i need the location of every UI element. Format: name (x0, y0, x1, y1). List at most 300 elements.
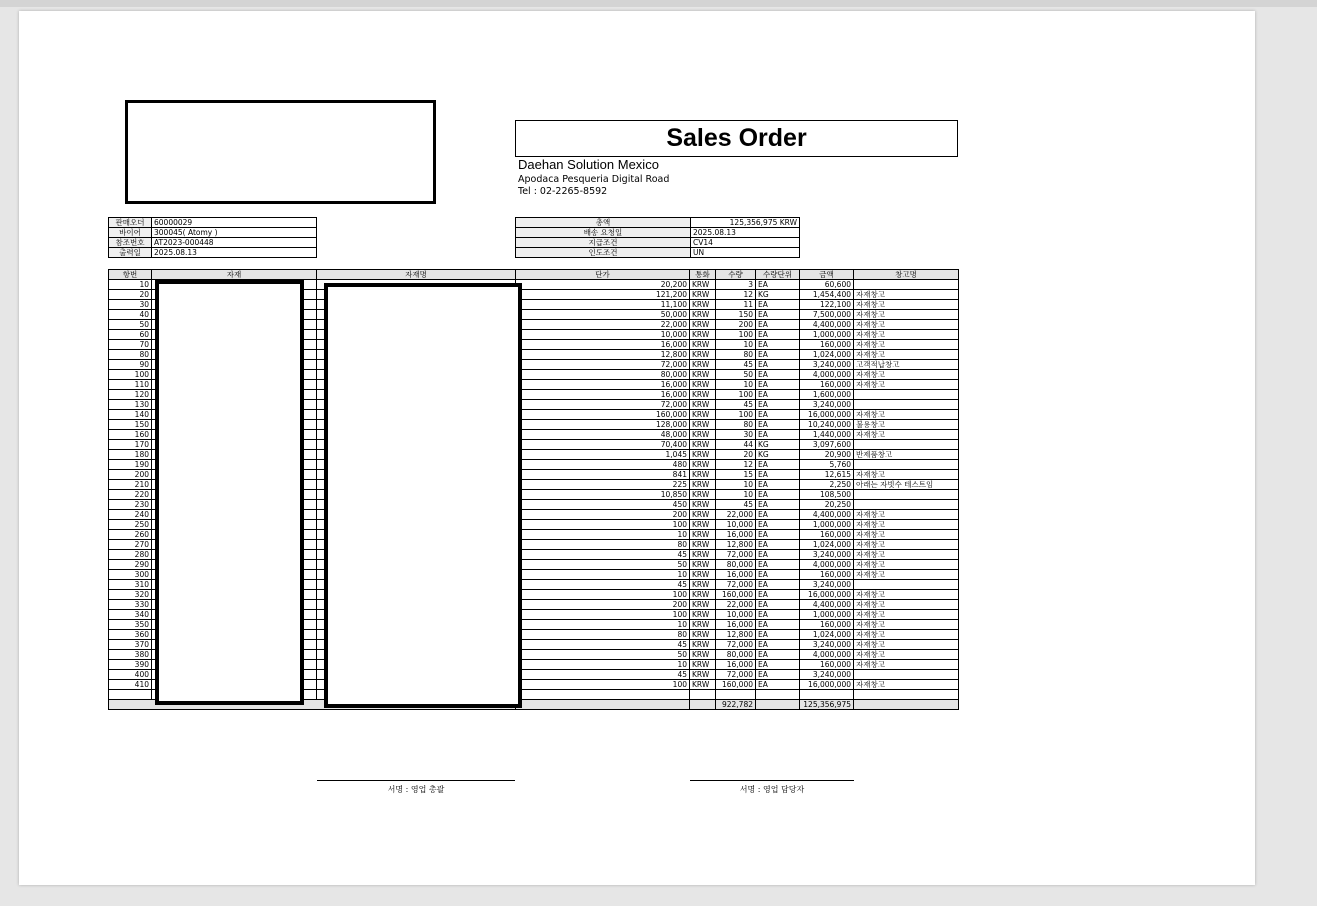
table-cell: 50 (516, 560, 690, 570)
info-row (516, 248, 800, 258)
table-cell: 160,000 (516, 410, 690, 420)
table-cell: 10 (716, 490, 756, 500)
table-cell: 350 (109, 620, 152, 630)
info-label: 판매오더 (109, 218, 152, 228)
table-cell: 160,000 (800, 380, 854, 390)
table-cell: 140 (109, 410, 152, 420)
table-cell: KRW (690, 420, 716, 430)
table-cell (800, 690, 854, 700)
table-cell: EA (756, 340, 800, 350)
table-cell: 40 (109, 310, 152, 320)
table-cell: 20,250 (800, 500, 854, 510)
col-header: 수량단위 (756, 270, 800, 280)
info-value: AT2023-000448 (152, 238, 317, 248)
table-cell: EA (756, 380, 800, 390)
table-cell: 70,400 (516, 440, 690, 450)
table-cell: 12,800 (716, 630, 756, 640)
table-cell: EA (756, 430, 800, 440)
table-cell: 80,000 (516, 370, 690, 380)
table-cell: 3,240,000 (800, 640, 854, 650)
table-cell: 200 (716, 320, 756, 330)
table-cell: EA (756, 410, 800, 420)
table-cell: 3,240,000 (800, 670, 854, 680)
table-cell: 100 (109, 370, 152, 380)
table-cell: KRW (690, 620, 716, 630)
table-cell: 22,000 (716, 510, 756, 520)
table-cell: 자재창고 (854, 510, 959, 520)
table-cell: KRW (690, 360, 716, 370)
col-header: 자재명 (317, 270, 516, 280)
table-cell: 16,000 (716, 620, 756, 630)
table-cell: 10 (716, 480, 756, 490)
table-cell: 자재창고 (854, 560, 959, 570)
table-cell: 330 (109, 600, 152, 610)
table-cell (516, 690, 690, 700)
table-cell (690, 690, 716, 700)
table-cell: 2,250 (800, 480, 854, 490)
table-cell: 100 (516, 520, 690, 530)
redaction-box-material-name (324, 283, 522, 708)
table-cell: 80 (516, 630, 690, 640)
table-cell: EA (756, 460, 800, 470)
table-cell: EA (756, 400, 800, 410)
table-cell: 160,000 (800, 340, 854, 350)
table-cell (854, 580, 959, 590)
table-cell: 48,000 (516, 430, 690, 440)
table-cell: 160 (109, 430, 152, 440)
table-cell: 자재창고 (854, 330, 959, 340)
table-cell: 자재창고 (854, 320, 959, 330)
table-cell: 1,000,000 (800, 610, 854, 620)
table-cell: 자재창고 (854, 380, 959, 390)
info-row (516, 228, 800, 238)
table-cell: KRW (690, 440, 716, 450)
table-cell: 1,024,000 (800, 540, 854, 550)
table-cell: EA (756, 360, 800, 370)
table-cell: 5,760 (800, 460, 854, 470)
table-cell: 15 (716, 470, 756, 480)
info-label: 출력일 (109, 248, 152, 258)
total-cell (516, 700, 690, 710)
table-cell: EA (756, 320, 800, 330)
table-cell: 16,000 (516, 380, 690, 390)
table-cell: 자재창고 (854, 290, 959, 300)
table-cell: 1,000,000 (800, 330, 854, 340)
signature-line (690, 780, 854, 781)
table-cell: 1,000,000 (800, 520, 854, 530)
table-cell: 160,000 (800, 570, 854, 580)
table-cell: KRW (690, 590, 716, 600)
col-header: 항번 (109, 270, 152, 280)
table-cell: EA (756, 610, 800, 620)
table-cell: 260 (109, 530, 152, 540)
table-cell: EA (756, 370, 800, 380)
table-cell (854, 690, 959, 700)
table-cell: KRW (690, 410, 716, 420)
redaction-box-material (155, 280, 304, 705)
table-cell: 45 (716, 360, 756, 370)
table-cell: 10,240,000 (800, 420, 854, 430)
table-cell: 3 (716, 280, 756, 290)
table-cell: 110 (109, 380, 152, 390)
total-quantity: 922,782 (716, 700, 756, 710)
table-cell: 190 (109, 460, 152, 470)
table-cell: 160,000 (800, 530, 854, 540)
table-cell: EA (756, 300, 800, 310)
table-cell: 200 (516, 600, 690, 610)
table-cell: 10 (516, 660, 690, 670)
signature-label-sales-head: 서명 : 영업 총괄 (387, 785, 445, 794)
col-header: 통화 (690, 270, 716, 280)
info-value: 300045( Atomy ) (152, 228, 317, 238)
table-cell: 290 (109, 560, 152, 570)
table-cell: KRW (690, 660, 716, 670)
info-value: 60000029 (152, 218, 317, 228)
table-cell: KRW (690, 680, 716, 690)
table-cell (854, 500, 959, 510)
table-cell: KRW (690, 650, 716, 660)
table-cell: 240 (109, 510, 152, 520)
table-cell: 자재창고 (854, 350, 959, 360)
table-cell: 12 (716, 290, 756, 300)
table-cell: 10,850 (516, 490, 690, 500)
table-cell: 반제품창고 (854, 450, 959, 460)
table-cell (854, 670, 959, 680)
table-cell: 100 (516, 610, 690, 620)
table-cell: EA (756, 500, 800, 510)
table-cell: 100 (716, 410, 756, 420)
table-cell: 150 (716, 310, 756, 320)
table-cell: 12,800 (516, 350, 690, 360)
table-cell: 320 (109, 590, 152, 600)
table-cell: 80 (516, 540, 690, 550)
table-cell: KRW (690, 570, 716, 580)
table-cell: 108,500 (800, 490, 854, 500)
table-cell: 100 (516, 590, 690, 600)
table-cell: EA (756, 390, 800, 400)
table-cell: 120 (109, 390, 152, 400)
table-cell: 72,000 (716, 580, 756, 590)
table-cell: KRW (690, 370, 716, 380)
col-header: 금액 (800, 270, 854, 280)
total-cell (854, 700, 959, 710)
total-cell (690, 700, 716, 710)
info-value: CV14 (691, 238, 800, 248)
info-label: 바이어 (109, 228, 152, 238)
table-cell: 480 (516, 460, 690, 470)
table-cell: 160,000 (800, 620, 854, 630)
table-cell: 45 (516, 640, 690, 650)
table-cell: 410 (109, 680, 152, 690)
table-cell: 100 (716, 390, 756, 400)
table-cell: 45 (516, 580, 690, 590)
table-cell: 128,000 (516, 420, 690, 430)
table-cell: 고객적납창고 (854, 360, 959, 370)
table-cell: 자재창고 (854, 630, 959, 640)
info-label: 지급조건 (516, 238, 691, 248)
table-cell: 80 (716, 350, 756, 360)
table-cell: 310 (109, 580, 152, 590)
table-cell: 45 (516, 550, 690, 560)
table-cell: 10 (516, 530, 690, 540)
title-box (515, 120, 958, 157)
table-cell: 10 (516, 620, 690, 630)
table-cell: 자재창고 (854, 530, 959, 540)
table-cell: 60,600 (800, 280, 854, 290)
table-cell: 72,000 (716, 670, 756, 680)
table-cell: 16,000 (716, 530, 756, 540)
table-cell: 80,000 (716, 560, 756, 570)
table-cell: 200 (516, 510, 690, 520)
table-cell: EA (756, 540, 800, 550)
table-cell: KRW (690, 490, 716, 500)
info-row (109, 238, 317, 248)
table-cell (716, 690, 756, 700)
table-cell: KRW (690, 460, 716, 470)
table-cell: 16,000 (716, 660, 756, 670)
table-cell: 1,440,000 (800, 430, 854, 440)
table-cell: 20 (716, 450, 756, 460)
table-cell: EA (756, 670, 800, 680)
table-cell (854, 460, 959, 470)
table-cell: 1,454,400 (800, 290, 854, 300)
table-cell: 1,045 (516, 450, 690, 460)
table-cell: 16,000 (516, 390, 690, 400)
table-cell: KRW (690, 450, 716, 460)
info-label: 참조번호 (109, 238, 152, 248)
table-cell: KRW (690, 550, 716, 560)
table-cell: KG (756, 440, 800, 450)
table-cell: 10,000 (516, 330, 690, 340)
col-header: 수량 (716, 270, 756, 280)
table-cell (854, 440, 959, 450)
table-cell: 1,024,000 (800, 630, 854, 640)
table-cell: KRW (690, 540, 716, 550)
table-cell: KRW (690, 600, 716, 610)
table-cell: 10 (716, 340, 756, 350)
table-cell: 20,200 (516, 280, 690, 290)
info-row (109, 218, 317, 228)
table-cell (854, 400, 959, 410)
table-cell: 122,100 (800, 300, 854, 310)
table-cell: EA (756, 650, 800, 660)
table-cell: 130 (109, 400, 152, 410)
table-cell: 270 (109, 540, 152, 550)
table-cell: 11 (716, 300, 756, 310)
table-cell (109, 690, 152, 700)
page-title: Sales Order (666, 124, 807, 152)
table-cell: 80 (109, 350, 152, 360)
table-cell: 170 (109, 440, 152, 450)
table-cell: EA (756, 570, 800, 580)
summary-info-table (515, 217, 800, 258)
table-cell: 340 (109, 610, 152, 620)
table-cell: KG (756, 450, 800, 460)
table-cell: 22,000 (716, 600, 756, 610)
info-row (109, 228, 317, 238)
table-cell: KRW (690, 290, 716, 300)
table-cell: EA (756, 620, 800, 630)
table-cell: KRW (690, 610, 716, 620)
table-cell (756, 690, 800, 700)
table-cell: 자재창고 (854, 640, 959, 650)
table-cell: KRW (690, 330, 716, 340)
col-header: 단가 (516, 270, 690, 280)
table-cell: 자재창고 (854, 550, 959, 560)
table-cell: 자재창고 (854, 310, 959, 320)
table-cell: KRW (690, 630, 716, 640)
table-cell: 150 (109, 420, 152, 430)
table-cell: 12,800 (716, 540, 756, 550)
table-cell: 16,000 (716, 570, 756, 580)
table-cell: EA (756, 530, 800, 540)
total-amount: 125,356,975 (800, 700, 854, 710)
table-cell: 12 (716, 460, 756, 470)
table-cell: 불용창고 (854, 420, 959, 430)
table-cell: KRW (690, 480, 716, 490)
table-cell: KG (756, 290, 800, 300)
table-cell: 22,000 (516, 320, 690, 330)
table-cell: EA (756, 280, 800, 290)
info-label: 배송 요청일 (516, 228, 691, 238)
table-cell: KRW (690, 560, 716, 570)
table-cell: 자재창고 (854, 620, 959, 630)
table-cell: KRW (690, 580, 716, 590)
table-cell: 16,000,000 (800, 680, 854, 690)
info-label: 인도조건 (516, 248, 691, 258)
table-cell: 100 (516, 680, 690, 690)
table-cell: 자재창고 (854, 590, 959, 600)
table-cell: 4,400,000 (800, 600, 854, 610)
table-cell: KRW (690, 340, 716, 350)
table-cell: 자재창고 (854, 370, 959, 380)
signature-label-sales-rep: 서명 : 영업 담당자 (739, 785, 805, 794)
table-cell: 자재창고 (854, 650, 959, 660)
table-cell: EA (756, 660, 800, 670)
table-cell: 아래는 자빗수 테스트임 (854, 480, 959, 490)
viewer-toolbar (0, 0, 1317, 7)
table-cell: KRW (690, 310, 716, 320)
table-cell: 121,200 (516, 290, 690, 300)
table-cell: EA (756, 600, 800, 610)
col-header: 창고명 (854, 270, 959, 280)
table-cell: 12,615 (800, 470, 854, 480)
table-cell: 4,400,000 (800, 320, 854, 330)
table-cell: 50 (516, 650, 690, 660)
table-cell: 72,000 (716, 550, 756, 560)
table-cell: 1,600,000 (800, 390, 854, 400)
logo-placeholder (125, 100, 436, 204)
table-cell: 16,000 (516, 340, 690, 350)
table-cell: 72,000 (516, 360, 690, 370)
table-cell: 160,000 (716, 680, 756, 690)
table-cell: 20,900 (800, 450, 854, 460)
table-cell: 4,000,000 (800, 560, 854, 570)
table-cell: 72,000 (716, 640, 756, 650)
table-cell: EA (756, 550, 800, 560)
table-cell: 10 (109, 280, 152, 290)
table-cell: 200 (109, 470, 152, 480)
table-cell: KRW (690, 280, 716, 290)
table-cell: 자재창고 (854, 600, 959, 610)
table-cell: 자재창고 (854, 540, 959, 550)
company-name: Daehan Solution Mexico (518, 157, 659, 172)
table-cell: EA (756, 630, 800, 640)
table-cell: KRW (690, 640, 716, 650)
table-cell: EA (756, 350, 800, 360)
info-value: 2025.08.13 (691, 228, 800, 238)
table-cell: 300 (109, 570, 152, 580)
table-cell: EA (756, 680, 800, 690)
table-cell: EA (756, 310, 800, 320)
table-cell: 45 (516, 670, 690, 680)
table-cell: 360 (109, 630, 152, 640)
table-cell: 50 (716, 370, 756, 380)
table-cell: 3,240,000 (800, 360, 854, 370)
info-value: 2025.08.13 (152, 248, 317, 258)
table-cell: 자재창고 (854, 470, 959, 480)
info-label: 총액 (516, 218, 691, 228)
table-cell: 80,000 (716, 650, 756, 660)
info-value: 125,356,975 KRW (691, 218, 800, 228)
order-info-table (108, 217, 317, 258)
table-cell: KRW (690, 390, 716, 400)
info-row (516, 238, 800, 248)
company-address: Apodaca Pesqueria Digital Road (518, 174, 670, 185)
table-cell: EA (756, 590, 800, 600)
table-cell: KRW (690, 380, 716, 390)
table-cell: EA (756, 640, 800, 650)
table-cell: 16,000,000 (800, 590, 854, 600)
table-cell: 44 (716, 440, 756, 450)
table-cell: KRW (690, 300, 716, 310)
table-cell: 3,240,000 (800, 550, 854, 560)
table-cell: 220 (109, 490, 152, 500)
table-cell: 230 (109, 500, 152, 510)
table-cell: KRW (690, 470, 716, 480)
table-cell: 180 (109, 450, 152, 460)
table-cell: 20 (109, 290, 152, 300)
total-cell (756, 700, 800, 710)
table-cell: 160,000 (800, 660, 854, 670)
table-cell: 4,400,000 (800, 510, 854, 520)
table-cell: 50 (109, 320, 152, 330)
table-cell: EA (756, 420, 800, 430)
table-cell: 11,100 (516, 300, 690, 310)
table-cell: KRW (690, 520, 716, 530)
info-row (516, 218, 800, 228)
table-cell: 60 (109, 330, 152, 340)
table-cell: 3,240,000 (800, 580, 854, 590)
table-cell: KRW (690, 670, 716, 680)
col-header: 자재 (152, 270, 317, 280)
table-cell: 1,024,000 (800, 350, 854, 360)
table-cell: 80 (716, 420, 756, 430)
table-cell: 160,000 (716, 590, 756, 600)
table-cell: 16,000,000 (800, 410, 854, 420)
signature-line (317, 780, 515, 781)
table-cell: KRW (690, 350, 716, 360)
company-tel: Tel : 02-2265-8592 (518, 186, 608, 197)
table-cell: EA (756, 580, 800, 590)
info-value: UN (691, 248, 800, 258)
table-cell: 90 (109, 360, 152, 370)
table-header-row (109, 270, 959, 280)
table-cell: 50,000 (516, 310, 690, 320)
table-cell: KRW (690, 500, 716, 510)
table-cell: 자재창고 (854, 430, 959, 440)
table-cell: 7,500,000 (800, 310, 854, 320)
